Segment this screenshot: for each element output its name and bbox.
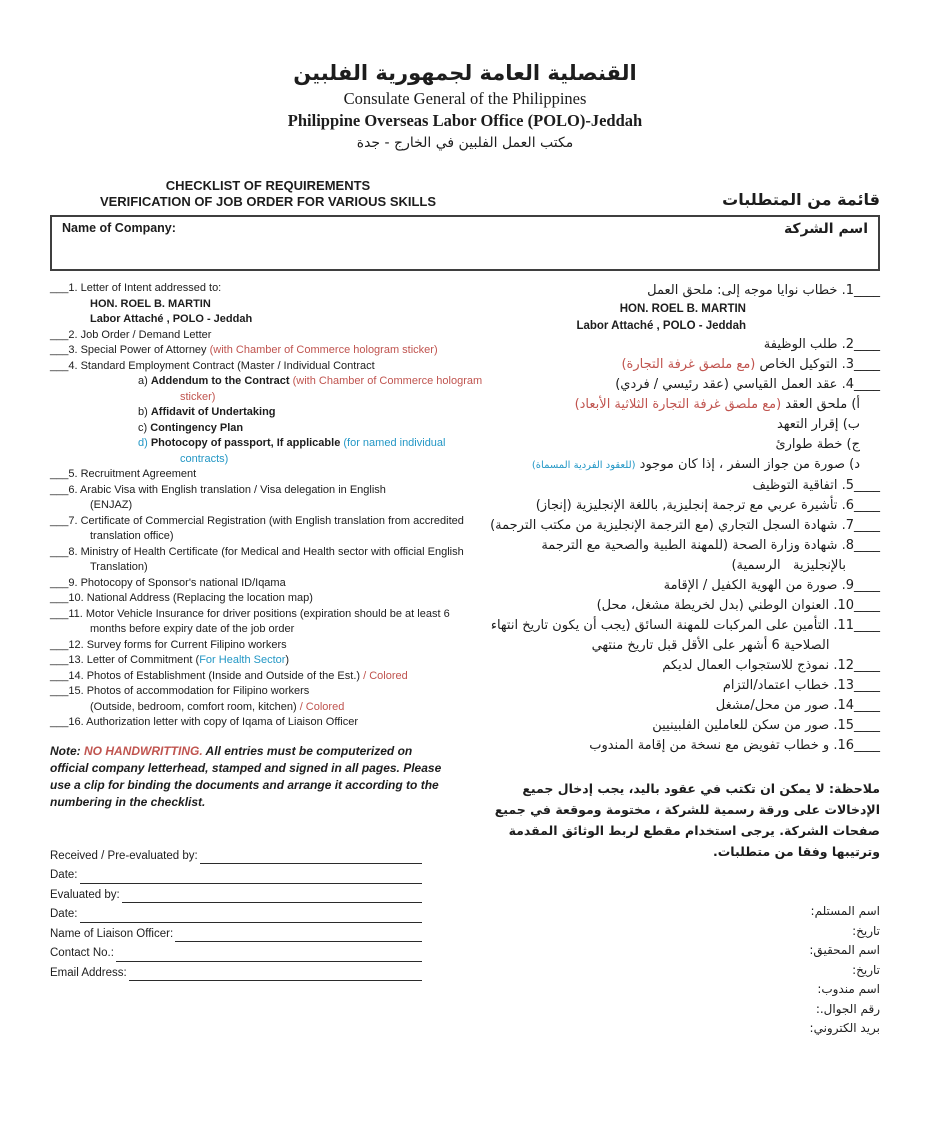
- checklist-item: [486, 335, 880, 355]
- item-text: عقد العمل القياسي (عقد رئيسي / فردي): [615, 377, 838, 392]
- item-text: Labor Attaché , POLO - Jeddah: [576, 320, 746, 332]
- checklist-item: [486, 536, 880, 576]
- item-text: تأشيرة عربي مع ترجمة إنجليزية, باللغة الإنجليزية (إنجاز): [535, 498, 838, 513]
- form-field: [50, 942, 422, 962]
- item-text: Ministry of Health Certificate (for Medical and Health sector with official English Translation): [80, 545, 464, 573]
- section-title-row: [50, 178, 880, 210]
- checklist-item: [486, 455, 860, 476]
- checklist-item: [50, 514, 486, 545]
- item-text: صورة من جواز السفر ، إذا كان موجود: [635, 457, 845, 472]
- item-text: Certificate of Commercial Registration (with English translation from accredited translation office): [80, 514, 464, 542]
- form-field-label: Received / Pre-evaluated by:: [50, 849, 198, 862]
- blank-line-marker: د): [849, 457, 860, 472]
- blank-line-marker: ___3.: [50, 344, 78, 356]
- note-english: [50, 743, 442, 811]
- item-text: Authorization letter with copy of Iqama of Liaison Officer: [86, 716, 358, 728]
- form-field-label: Date:: [50, 908, 78, 920]
- item-text: Addendum to the Contract: [150, 375, 293, 387]
- item-text: / Colored: [299, 700, 345, 713]
- item-text: و خطاب تفويض مع نسخة من إقامة المندوب: [589, 738, 830, 753]
- item-text: Photocopy of Sponsor's national ID/Iqama: [80, 576, 286, 589]
- blank-line-marker: ___2.: [50, 328, 78, 341]
- consulate-title-arabic: القنصلية العامة لجمهورية الفلبين: [293, 61, 637, 85]
- checklist-item: [50, 281, 486, 328]
- evaluation-form-english: [50, 845, 422, 982]
- item-text: Standard Employment Contract (Master / Individual Contract: [80, 359, 375, 372]
- blank-underline: [200, 850, 422, 864]
- blank-line-marker: ج): [846, 437, 860, 452]
- checklist-item: [486, 596, 880, 616]
- checklist-items-arabic: [486, 281, 880, 756]
- item-text: (with Chamber of Commerce hologram sticker): [180, 375, 483, 403]
- form-field: [486, 922, 880, 942]
- company-name-label-arabic: اسم الشركة: [783, 221, 868, 237]
- form-field-label: بريد الكتروني:: [809, 1021, 880, 1035]
- item-text: نموذج للاستجواب العمال لديكم: [662, 658, 830, 673]
- item-text: صور من محل/مشغل: [715, 698, 830, 713]
- form-field-label: اسم مندوب:: [817, 982, 880, 996]
- verification-subtitle: VERIFICATION OF JOB ORDER FOR VARIOUS SKILLS: [99, 194, 437, 209]
- item-text: ملحق العقد: [781, 397, 848, 412]
- blank-line-marker: ___1.: [50, 282, 78, 294]
- blank-line-marker: ____14.: [833, 698, 880, 713]
- item-text: صور من سكن للعاملين الفلبينيين: [652, 718, 830, 733]
- blank-line-marker: أ): [851, 397, 860, 412]
- checklist-item: [50, 591, 486, 607]
- blank-line-marker: ____15.: [833, 718, 880, 733]
- item-text: Photos of accommodation for Filipino workers: [86, 685, 310, 697]
- item-text: Photos of Establishment (Inside and Outside of the Est.): [86, 669, 364, 682]
- checklist-column-arabic: [486, 281, 880, 1039]
- blank-line-marker: ___11.: [50, 607, 83, 620]
- form-field: [50, 864, 422, 884]
- form-field: [486, 1019, 880, 1039]
- blank-line-marker: ____13.: [833, 678, 880, 693]
- item-text: Labor Attaché , POLO - Jeddah: [90, 313, 253, 325]
- checklist-item: [50, 669, 486, 685]
- blank-underline: [116, 948, 422, 962]
- blank-line-marker: ____5.: [841, 478, 880, 493]
- item-text: All entries must be computerized on official company letterhead, stamped and signed in all pages. Please use a clip for binding the documents and arrange it according to the numbering in the checklist.: [50, 743, 442, 809]
- blank-line-marker: ___15.: [50, 685, 84, 697]
- item-text: For Health Sector: [199, 654, 286, 666]
- item-text: (مع ملصق غرفة التجارة): [621, 357, 756, 372]
- item-text: العنوان الوطني (بدل لخريطة مشغل، محل): [596, 598, 830, 613]
- note-arabic: ملاحظة: لا يمكن ان تكتب في عقود باليد، يجب إدخال جميع الإدخالات على ورقة رسمية للشركة ، مختومة وموقعة في جميع صفحات الشركة. يرجى استخدام مقطع لربط الوثائق المقدمة وترتيبها وفقا من متطلبات.: [494, 781, 880, 859]
- form-field-label: Name of Liaison Officer:: [50, 927, 174, 940]
- checklist-item: [50, 328, 486, 344]
- checklist-item: [486, 476, 880, 496]
- form-field: [486, 941, 880, 961]
- blank-line-marker: ____4.: [841, 377, 880, 392]
- form-field-label: اسم المستلم:: [810, 904, 880, 918]
- item-text: NO HANDWRITTING.: [84, 743, 203, 758]
- blank-line-marker: ____8.: [841, 538, 880, 553]
- checklist-item: [486, 496, 880, 516]
- item-text: صورة من الهوية الكفيل / الإقامة: [663, 578, 838, 593]
- blank-line-marker: ___14.: [50, 669, 84, 682]
- checklist-item: [50, 638, 486, 654]
- checklist-item: [138, 374, 486, 405]
- item-text: Affidavit of Undertaking: [150, 406, 276, 418]
- checklist-item: [486, 736, 880, 756]
- checklist-title: CHECKLIST OF REQUIREMENTS: [165, 178, 371, 193]
- item-text: (for named individual contracts): [180, 437, 446, 465]
- company-name-label: Name of Company:: [62, 221, 176, 235]
- form-field: [486, 961, 880, 981]
- item-text: / Colored: [363, 669, 408, 682]
- blank-line-marker: ___16.: [50, 716, 84, 728]
- checklist-item: [486, 616, 880, 656]
- checklist-item: [50, 343, 486, 359]
- blank-line-marker: ___5.: [50, 468, 78, 480]
- checklist-item: [50, 684, 486, 715]
- blank-line-marker: ____6.: [841, 498, 880, 513]
- checklist-item: [50, 607, 486, 638]
- checklist-item: [50, 653, 486, 669]
- checklist-item: [50, 483, 486, 514]
- item-text: خطة طوارئ: [775, 437, 843, 452]
- polo-office-subtitle-arabic: مكتب العمل الفلبين في الخارج - جدة: [356, 135, 574, 151]
- blank-line-marker: ___9.: [50, 576, 78, 589]
- blank-line-marker: ____11.: [833, 618, 880, 633]
- item-text: شهادة السجل التجاري (مع الترجمة الإنجليزية من مكتب الترجمة): [490, 518, 838, 533]
- checklist-item: [486, 516, 880, 536]
- checklist-item: [138, 405, 486, 421]
- company-name-box: [50, 215, 880, 271]
- item-text: ): [285, 654, 290, 666]
- blank-line-marker: ____9.: [841, 578, 880, 593]
- checklist-columns: [50, 281, 880, 1039]
- blank-underline: [175, 928, 422, 942]
- item-text: Letter of Commitment (: [86, 654, 200, 666]
- blank-line-marker: ____10.: [833, 598, 880, 613]
- document-header: [50, 58, 880, 154]
- item-text: HON. ROEL B. MARTIN: [90, 297, 211, 310]
- checklist-item: [50, 359, 486, 375]
- checklist-item: [50, 545, 486, 576]
- checklist-item: [486, 696, 880, 716]
- form-field: [50, 845, 422, 865]
- blank-underline: [80, 909, 423, 923]
- form-field: [486, 902, 880, 922]
- evaluation-form-arabic: [486, 902, 880, 1039]
- checklist-item: [486, 576, 880, 596]
- checklist-item: [486, 395, 860, 415]
- checklist-item: [486, 656, 880, 676]
- blank-line-marker: ___13.: [50, 654, 84, 666]
- blank-line-marker: d): [138, 437, 148, 449]
- polo-office-title: Philippine Overseas Labor Office (POLO)-Jeddah: [287, 111, 643, 130]
- item-text: Special Power of Attorney: [80, 344, 210, 356]
- checklist-item: [50, 576, 486, 592]
- form-field: [50, 923, 422, 943]
- blank-underline: [122, 889, 422, 903]
- item-text: Arabic Visa with English translation / Visa delegation in English: [79, 483, 386, 496]
- item-text: Recruitment Agreement: [80, 468, 197, 480]
- blank-line-marker: c): [138, 421, 148, 434]
- blank-line-marker: ____16.: [833, 738, 880, 753]
- form-field-label: اسم المحقيق:: [809, 943, 880, 957]
- blank-line-marker: ____7.: [841, 518, 880, 533]
- blank-line-marker: ___7.: [50, 514, 78, 527]
- form-field-label: Date:: [50, 869, 78, 881]
- item-text: التوكيل الخاص: [755, 357, 838, 372]
- form-field-label: رقم الجوال.:: [815, 1001, 880, 1016]
- item-text: Note:: [50, 743, 84, 758]
- checklist-item: [138, 436, 486, 467]
- item-text: التأمين على المركبات للمهنة السائق (يجب أن يكون تاريخ انتهاء الصلاحية 6 أشهر على الأقل قبل تاريخ منتهي: [490, 618, 846, 653]
- item-text: Survey forms for Current Filipino workers: [86, 638, 287, 651]
- item-text: Letter of Intent addressed to:: [80, 282, 222, 294]
- item-text: (للعقود الفردية المسماة): [531, 460, 636, 471]
- form-field-label: Evaluated by:: [50, 888, 120, 901]
- blank-underline: [80, 870, 423, 884]
- item-text: Photocopy of passport, If applicable: [150, 437, 344, 449]
- item-text: شهادة وزارة الصحة (للمهنة الطبية والصحية مع الترجمة بالإنجليزية الرسمية): [541, 538, 846, 573]
- blank-line-marker: ____1.: [841, 283, 880, 298]
- form-field: [486, 1000, 880, 1020]
- item-text: خطاب اعتماد/التزام: [722, 678, 830, 693]
- form-field-label: Contact No.:: [50, 947, 114, 959]
- blank-line-marker: ب): [842, 417, 860, 432]
- checklist-item: [486, 355, 880, 375]
- item-text: Job Order / Demand Letter: [80, 328, 212, 341]
- checklist-item: [486, 435, 860, 455]
- item-text: National Address (Replacing the location map): [86, 592, 313, 604]
- form-field-label: Email Address:: [50, 966, 127, 979]
- form-field: [50, 903, 422, 923]
- item-text: إقرار التعهد: [776, 417, 839, 432]
- item-text: Motor Vehicle Insurance for driver positions (expiration should be at least 6 months before expiry date of the job order: [85, 607, 450, 635]
- item-text: (Outside, bedroom, comfort room, kitchen): [90, 700, 300, 713]
- checklist-item: [486, 281, 880, 335]
- blank-line-marker: ____3.: [841, 357, 880, 372]
- blank-line-marker: ___4.: [50, 359, 78, 372]
- checklist-item: [50, 715, 486, 731]
- form-field: [486, 980, 880, 1000]
- checklist-column-english: [50, 281, 486, 1039]
- item-text: HON. ROEL B. MARTIN: [619, 303, 746, 315]
- form-field: [50, 962, 422, 982]
- item-text: (ENJAZ): [90, 499, 133, 511]
- checklist-item: [138, 421, 486, 437]
- checklist-title-arabic: قائمة من المتطلبات: [722, 190, 880, 209]
- checklist-item: [50, 467, 486, 483]
- blank-line-marker: ____2.: [841, 337, 880, 352]
- blank-line-marker: b): [138, 406, 148, 418]
- item-text: خطاب نوايا موجه إلى: ملحق العمل: [647, 283, 838, 298]
- form-field-label: تاريخ:: [852, 923, 880, 938]
- form-field-label: تاريخ:: [852, 962, 880, 977]
- checklist-item: [486, 375, 880, 395]
- form-field: [50, 884, 422, 904]
- checklist-item: [486, 415, 860, 435]
- item-text: اتفاقية التوظيف: [752, 478, 838, 493]
- blank-line-marker: ____12.: [833, 658, 880, 673]
- checklist-items-english: [50, 281, 486, 731]
- item-text: (مع ملصق غرفة التجارة الثلاثية الأبعاد): [574, 397, 782, 412]
- consulate-title-english: Consulate General of the Philippines: [343, 89, 587, 108]
- blank-line-marker: ___12.: [50, 638, 84, 651]
- blank-line-marker: a): [138, 375, 148, 387]
- blank-line-marker: ___10.: [50, 592, 84, 604]
- blank-line-marker: ___6.: [50, 483, 78, 496]
- blank-underline: [129, 967, 422, 981]
- checklist-item: [486, 716, 880, 736]
- item-text: طلب الوظيفة: [763, 337, 838, 352]
- blank-line-marker: ___8.: [50, 545, 78, 558]
- checklist-item: [486, 676, 880, 696]
- item-text: Contingency Plan: [150, 421, 244, 434]
- section-title-english: [50, 178, 486, 210]
- item-text: (with Chamber of Commerce hologram sticker): [209, 344, 438, 356]
